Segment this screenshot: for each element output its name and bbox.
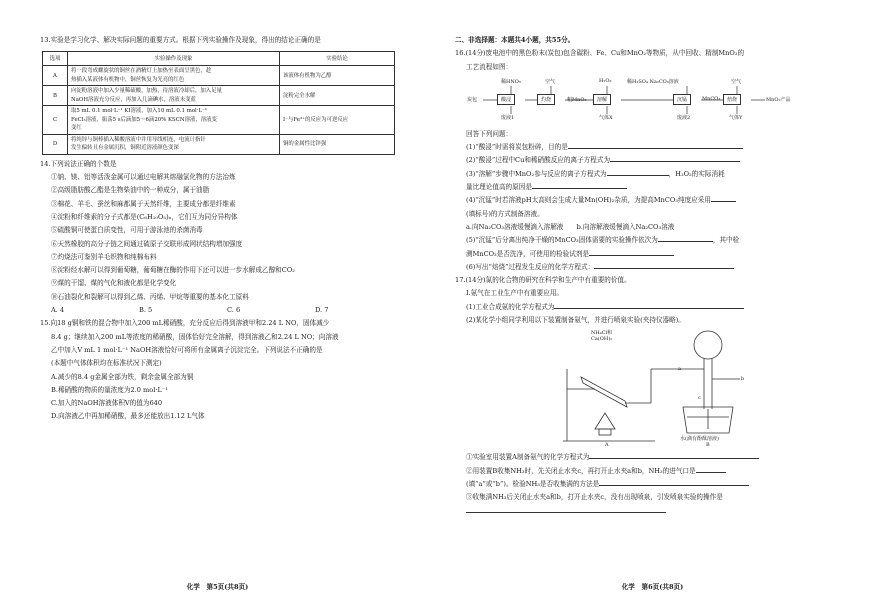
q16-stem-line: 16.(14分)废电池中的黑色粉末(炭包)包含碳粉、Fe、Cu和MnO₂等物质，从中回收、精制MnO₂的 (455, 49, 745, 58)
q15-stem-line: 8.4 g；继续加入200 mL等浓度的稀硝酸，固体恰好完全溶解，得到溶液乙和2.24 L NO；向溶液 (51, 332, 339, 341)
table-header: 选项 (43, 52, 68, 66)
flow-intermediate: 粗MnO₂ (567, 96, 587, 103)
apparatus-drawing (455, 329, 832, 449)
apparatus-b-label: B (706, 442, 710, 449)
option-b: B. 5 (139, 306, 153, 315)
q16-sub6: (6)写出“焙烧”过程发生反应的化学方程式： (455, 261, 832, 274)
q14-item: ②高级脂肪酸乙酯是生物柴油中的一种成分，属于油脂 (51, 186, 210, 195)
process-flow-diagram (467, 76, 832, 124)
q15-stem-line: 乙中加入V mL 1 mol·L⁻¹ NaOH溶液恰好可将所有金属离子沉淀完全。下列说法不正确的是 (51, 345, 323, 354)
operation-cell: 取5 mL 0.1 mol·L⁻¹ KI溶液，加入10 mL 0.1 mol·L⁻¹ FeCl₃溶液，振荡5 s后滴加5～6滴20% KSCN溶液，溶液变 变红 (68, 106, 280, 135)
q14-item: ⑥天然橡胶的高分子链之间通过硫原子交联形成网状结构增加强度 (51, 239, 243, 248)
q14-stem: 14.下列说法正确的个数是 (40, 159, 117, 168)
water-label: 水(滴有酚酞溶液) (680, 436, 719, 443)
page-right (435, 0, 870, 599)
flow-reagent: 稀HNO₃ (501, 78, 521, 85)
q16-sub4-cont: (填标号)的方式制备溶液。 (466, 209, 544, 218)
operation-cell: 向淀粉溶液中加入少量稀硫酸，加热，待溶液冷却后，加入足量 NaOH溶液充分反应，再加入几滴碘水，溶液未变蓝 (68, 86, 280, 106)
q17-subq2-cont: (填“a”或“b”)。检验NH₃是否收集满的方法是 (455, 478, 832, 491)
option-c: C. 6 (227, 306, 241, 315)
q16-sub5-cont: 测MnCO₃是否洗净，可使用的检验试剂是 (455, 248, 832, 261)
q14-item: ①钠、镁、铝等活泼金属可以通过电解其熔融氯化物的方法冶炼 (51, 173, 236, 182)
q13-table (42, 51, 395, 155)
q14-item: ⑨煤的干馏、煤的气化和液化都是化学变化 (51, 279, 177, 288)
option-a: A. 4 (51, 306, 65, 315)
table-row (43, 106, 395, 135)
reagent-label: Ca(OH)₂ (591, 336, 613, 343)
reagent-label: NH₄Cl和 (591, 330, 613, 337)
conclusion-cell: 淀粉完全水解 (280, 86, 395, 106)
table-header: 实验操作及现象 (68, 52, 280, 66)
flow-box-roast: 灼烧 (537, 94, 555, 105)
conclusion-cell: 该液体有机物为乙醇 (280, 66, 395, 86)
q17-subq1: ①实验室用装置A制备氨气的化学方程式为 (455, 451, 832, 464)
q15-option: D.向溶液乙中再加稀硝酸，最多还能放出1.12 L气体 (51, 412, 205, 421)
q14-options (40, 304, 423, 317)
q16-sub4: (4)“沉锰”时若溶液pH太高则会生成大量Mn(OH)₂杂质，为提高MnCO₃纯度应采用 (455, 194, 832, 207)
q14-item: ⑦灼烧法可鉴别羊毛织物和纯棉布料 (51, 252, 157, 261)
q14-item: ⑤硫酸铜可使蛋白质变性，可用于游泳池的杀菌消毒 (51, 226, 203, 235)
table-header: 实验结论 (280, 52, 395, 66)
q16-sub2: (2)“酸浸”过程中Cu和稀硝酸反应的离子方程式为 (455, 154, 832, 167)
q17-subq3-blank (455, 505, 832, 518)
q14-item: ⑧淀粉经水解可以得到葡萄糖，葡萄糖在酶的作用下还可以进一步水解成乙醇和CO₂ (51, 266, 295, 275)
flow-input: 炭包 (467, 96, 478, 103)
flow-output: MnO₂产品 (766, 96, 791, 103)
table-header-row (43, 52, 395, 66)
option-d: D. 7 (315, 306, 329, 315)
table-row (43, 66, 395, 86)
q17-sub2: (2)某化学小组同学利用以下装置制备氨气，并进行喷泉实验(夹持仪器略)。 (466, 316, 685, 325)
page-footer: 化学 第6页(共8页) (621, 583, 684, 591)
q16-sub5: (5)“沉锰”后分离出纯净干燥的MnCO₃固体需要的实验操作依次为 ，其中检 (466, 236, 740, 245)
flow-reagent: H₂O₂ (599, 77, 612, 84)
flow-box-dissolve: 溶解 (593, 94, 611, 105)
q15-stem-line: 15.向18 g铜和铁的混合物中加入200 mL稀硝酸，充分反应后得到溶液甲和2.24 L NO，固体减少 (40, 319, 330, 328)
q16-prompt: 回答下列问题： (466, 129, 513, 138)
table-row (43, 134, 395, 154)
flow-byproduct: 废液1 (501, 114, 515, 121)
apparatus-a-label: A (605, 442, 609, 449)
q14-item: ③棉花、羊毛、蚕丝和麻都属于天然纤维，主要成分都是纤维素 (51, 199, 236, 208)
flow-byproduct: 废液2 (677, 114, 691, 121)
option-cell: A (43, 66, 68, 86)
q16-sub4-options: a.向Na₂CO₃溶液缓慢滴入溶解液 b.向溶解液缓慢滴入Na₂CO₃溶液 (466, 222, 675, 231)
option-cell: B (43, 86, 68, 106)
q15-option: A.减少的8.4 g金属全部为铁，剩余金属全部为铜 (51, 372, 194, 381)
flow-box-acid-leach: 酸浸 (497, 94, 515, 105)
flow-box-calcine: 焙烧 (723, 94, 741, 105)
flow-byproduct: 气体X (599, 114, 613, 121)
flow-reagent: 稀H₂SO₄ Na₂CO₃溶液 (627, 78, 679, 85)
q16-stem-line: 工艺流程如图： (466, 62, 513, 71)
flow-byproduct: 气体Y (729, 114, 743, 121)
q17-stem: 17.(14分)氮的化合物的研究在科学和生产中有重要的价值。 (455, 276, 631, 285)
q16-sub3: (3)“溶解”步骤中MnO₂参与反应的离子方程式为 ，H₂O₂的实际消耗 (466, 169, 725, 178)
option-cell: D (43, 134, 68, 154)
stopcock-label: c (698, 395, 701, 402)
conclusion-cell: I⁻与Fe³⁺的反应为可逆反应 (280, 106, 395, 135)
apparatus-figure (455, 329, 832, 449)
stopcock-label: b (741, 376, 745, 383)
option-cell: C (43, 106, 68, 135)
q15-option: B.稀硝酸的物质的量浓度为2.0 mol·L⁻¹ (51, 385, 168, 394)
q13-stem: 13.实验是学习化学、解决实际问题的重要方式。根据下列实验操作及现象，得出的结论正确的是 (40, 36, 321, 44)
q14-item: ④淀粉和纤维素的分子式都是(C₆H₁₀O₅)ₙ，它们互为同分异构体 (51, 212, 238, 221)
q16-sub3-cont: 量比理论值高的原因是 (455, 181, 832, 194)
flow-intermediate: MnCO₃ (702, 95, 721, 102)
q17-subq2: ②用装置B收集NH₃时，先关闭止水夹c，再打开止水夹a和b，NH₃的进气口是 (455, 465, 832, 478)
operation-cell: 将纯锌与铜棒插入稀酸溶液中并用导线相连，电流计指针 发生偏转且有金属沉积，铜附近溶液颜色变深 (68, 134, 280, 154)
q15-note: (本题中气体体积均在标准状况下测定) (51, 359, 162, 368)
section-heading: 二、非选择题：本题共4小题，共55分。 (455, 36, 575, 44)
q17-part1: Ⅰ.氨气在工业生产中有重要应用。 (466, 289, 564, 298)
q15-option: C.加入的NaOH溶液体积V的值为640 (51, 399, 163, 408)
stopcock-label: a (678, 366, 681, 373)
conclusion-cell: 铜的金属性比锌强 (280, 134, 395, 154)
q17-sub1: (1)工业合成氨的化学方程式为 (455, 301, 832, 314)
table-row (43, 86, 395, 106)
q17-subq3: ③收集满NH₃后关闭止水夹a和b，打开止水夹c，没有出现喷泉，引发喷泉实验的操作是 (466, 493, 723, 502)
flow-reagent: 空气 (545, 78, 556, 85)
page-footer: 化学 第5页(共8页) (186, 583, 249, 591)
q14-item: ⑩石油裂化和裂解可以得到乙烯、丙烯、甲烷等重要的基本化工原料 (51, 292, 249, 301)
flow-box-precipitate: 沉锰 (673, 94, 691, 105)
flow-reagent: 空气 (731, 78, 742, 85)
operation-cell: 将一段弯成螺旋状的铜丝在酒精灯上加热至表面呈黑色，趁 热插入某液体有机物中，铜丝恢复为光亮的红色 (68, 66, 280, 86)
q16-sub1: (1)“酸浸”时需将炭包粉碎，目的是 (455, 141, 832, 154)
